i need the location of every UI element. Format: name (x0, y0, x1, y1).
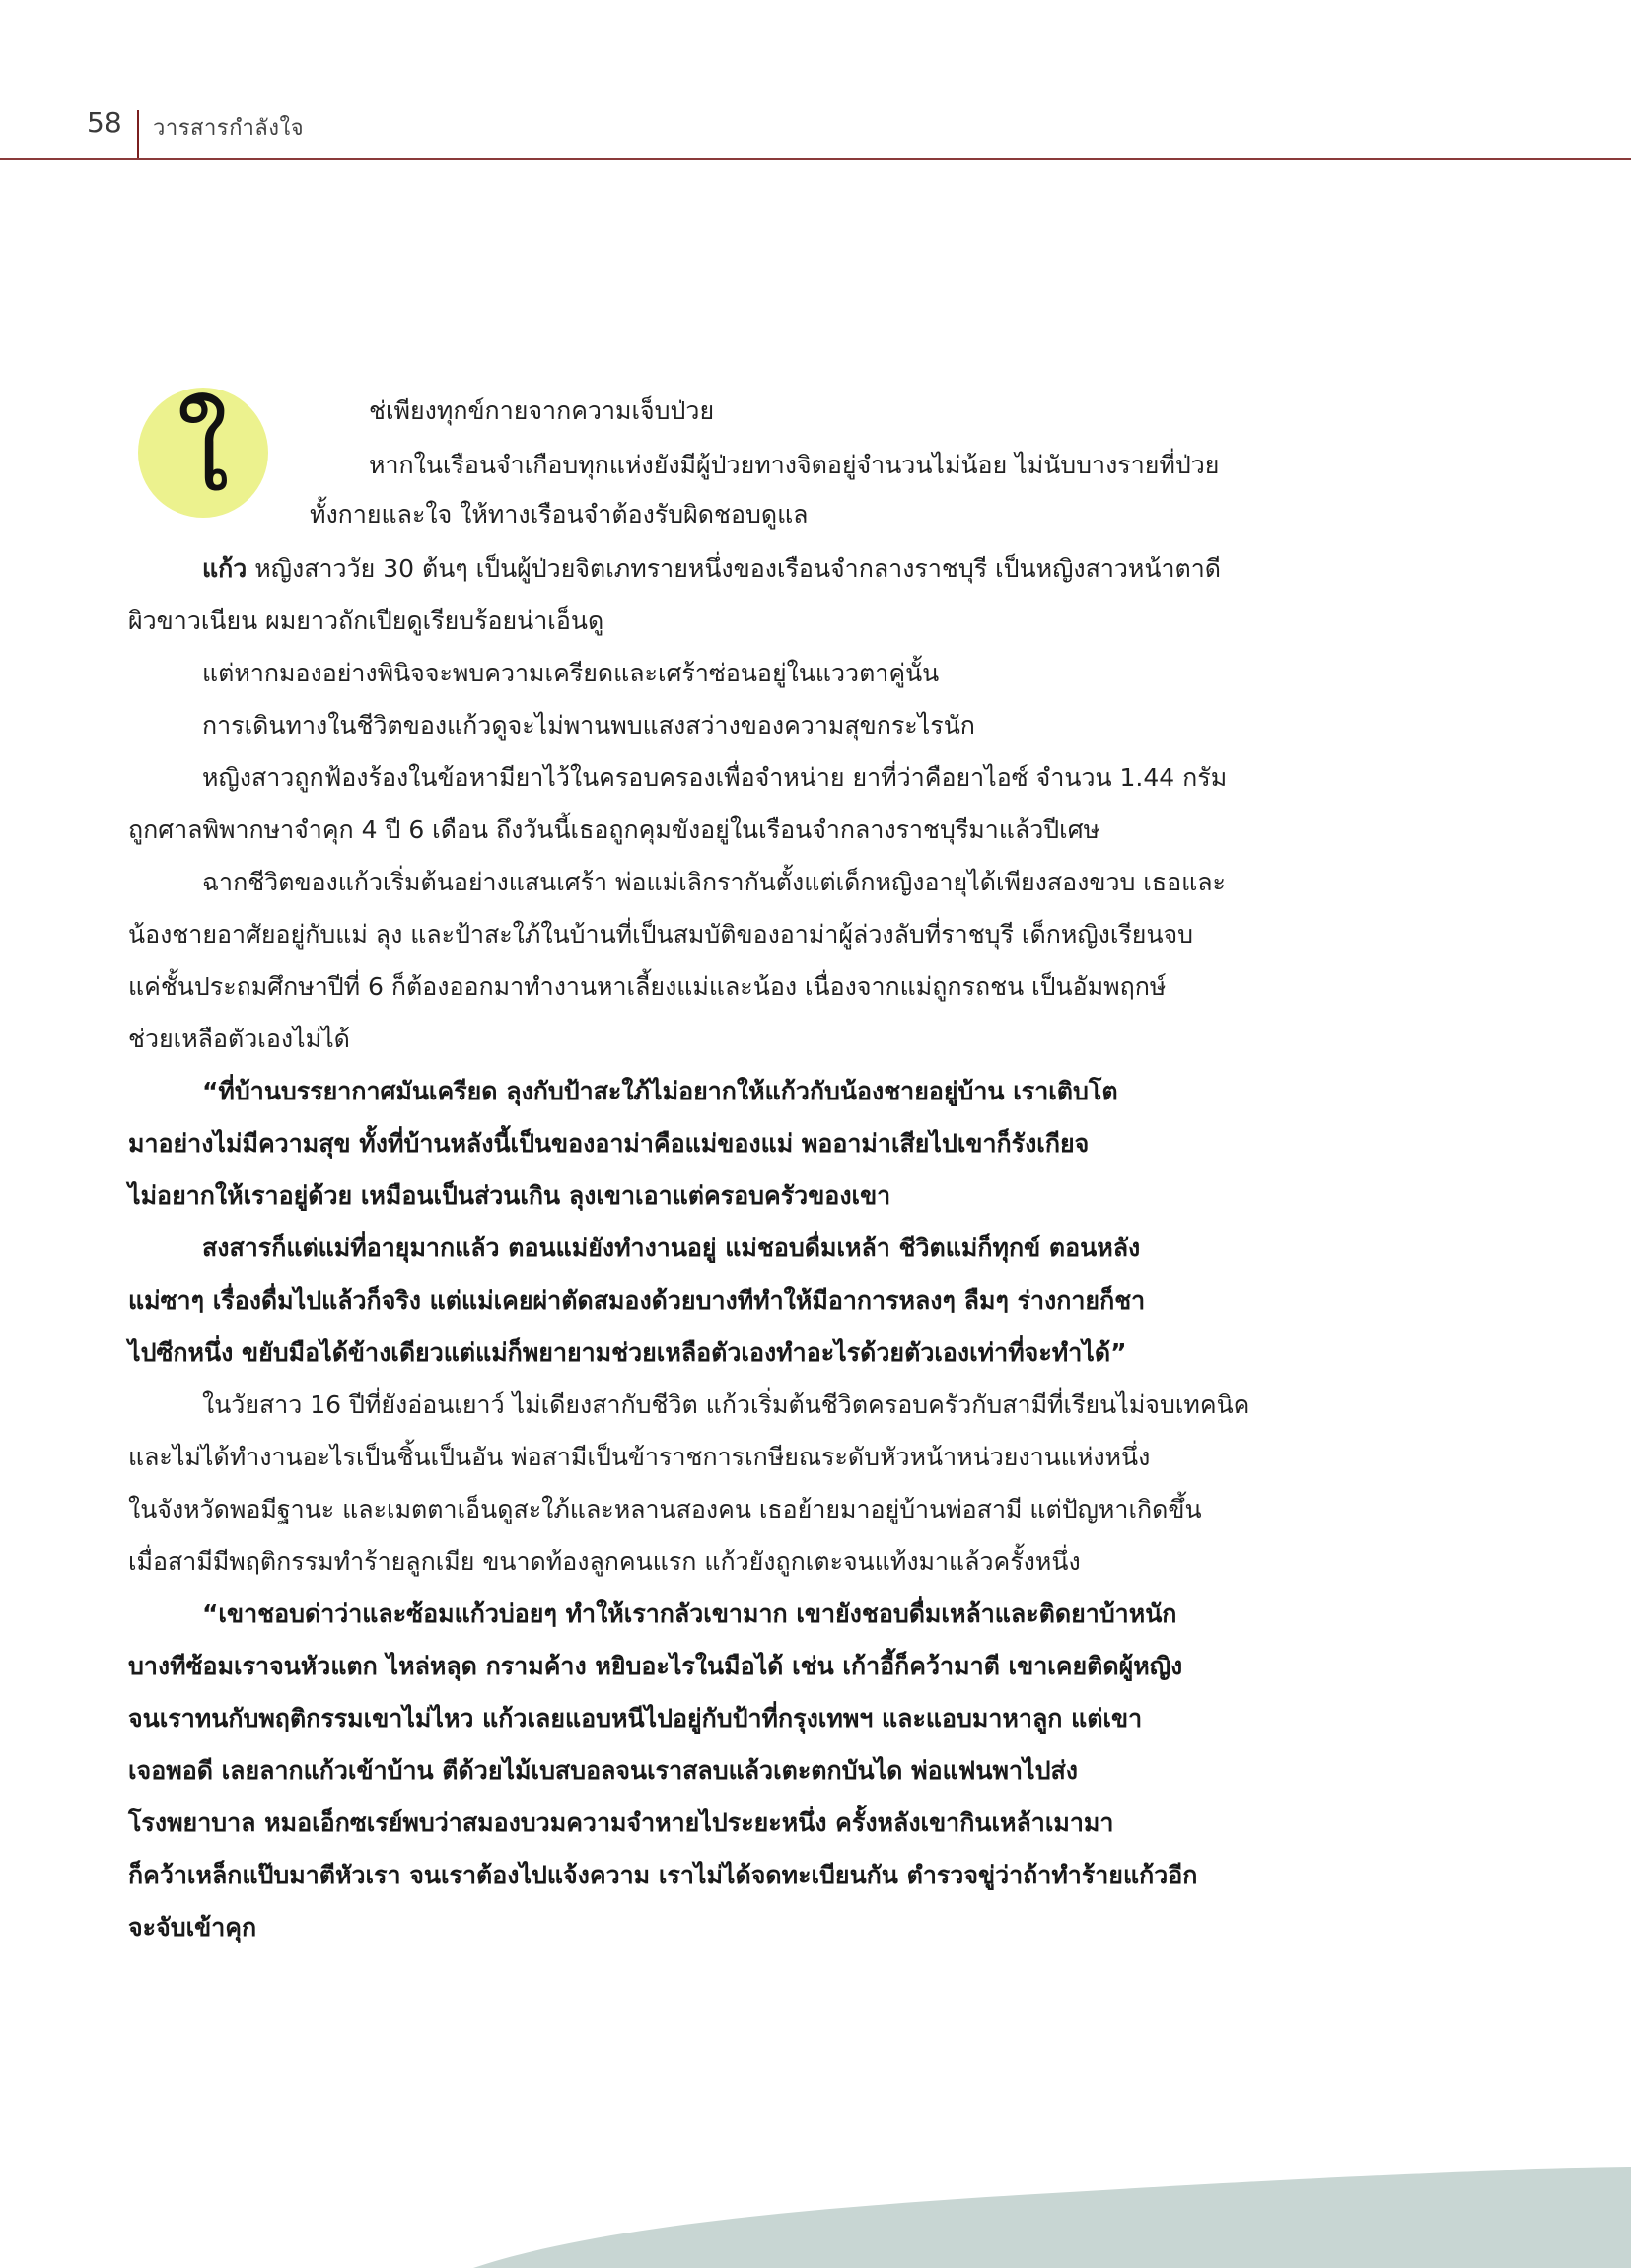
text-line: หากในเรือนจำเกือบทุกแห่งยังมีผู้ป่วยทางจิตอยู่จำนวนไม่น้อย ไม่นับบางรายที่ป่วย (369, 451, 1220, 479)
text-line: น้องชายอาศัยอยู่กับแม่ ลุง และป้าสะใภ้ในบ้านที่เป็นสมบัติของอาม่าผู้ล่วงลับที่ราชบุรี เด็กหญิงเรียนจบ (128, 920, 1194, 949)
text-line: ทั้งกายและใจ ให้ทางเรือนจำต้องรับผิดชอบดูแล (310, 500, 809, 529)
text-line: การเดินทางในชีวิตของแก้วดูจะไม่พานพบแสงสว่างของความสุขกระไรนัก (202, 711, 975, 740)
text-line: แค่ชั้นประถมศึกษาปีที่ 6 ก็ต้องออกมาทำงานหาเลี้ยงแม่และน้อง เนื่องจากแม่ถูกรถชน เป็นอัมพฤกษ์ (128, 972, 1167, 1001)
page-header (0, 0, 1631, 160)
text-span: หญิงสาววัย 30 ต้นๆ เป็นผู้ป่วยจิตเภทรายหนึ่งของเรือนจำกลางราชบุรี เป็นหญิงสาวหน้าตาดี (247, 554, 1222, 583)
quote-line: ก็คว้าเหล็กแป๊บมาตีหัวเรา จนเราต้องไปแจ้งความ เราไม่ได้จดทะเบียนกัน ตำรวจขู่ว่าถ้าทำร้ายแก้วอีก (128, 1861, 1198, 1889)
quote-line: “เขาชอบด่าว่าและซ้อมแก้วบ่อยๆ ทำให้เรากลัวเขามาก เขายังชอบดื่มเหล้าและติดยาบ้าหนัก (202, 1599, 1177, 1628)
text-line (202, 552, 1221, 586)
quote-line: เจอพอดี เลยลากแก้วเข้าบ้าน ตีด้วยไม้เบสบอลจนเราสลบแล้วเตะตกบันได พ่อแฟนพาไปส่ง (128, 1756, 1078, 1785)
header-rule (0, 158, 1631, 160)
text-line: ผิวขาวเนียน ผมยาวถักเปียดูเรียบร้อยน่าเอ็นดู (128, 606, 604, 635)
quote-line: มาอย่างไม่มีความสุข ทั้งที่บ้านหลังนี้เป็นของอาม่าคือแม่ของแม่ พออาม่าเสียไปเขาก็รังเกียจ (128, 1129, 1090, 1158)
footer-wave (0, 2150, 1631, 2268)
text-line: ในวัยสาว 16 ปีที่ยังอ่อนเยาว์ ไม่เดียงสากับชีวิต แก้วเริ่มต้นชีวิตครอบครัวกับสามีที่เรียนไม่จบเทคนิค (202, 1390, 1250, 1419)
quote-line: แม่ซาๆ เรื่องดื่มไปแล้วก็จริง แต่แม่เคยผ่าตัดสมองด้วยบางทีทำให้มีอาการหลงๆ ลืมๆ ร่างกายก็ชา (128, 1286, 1146, 1314)
quote-line: ไม่อยากให้เราอยู่ด้วย เหมือนเป็นส่วนเกิน ลุงเขาเอาแต่ครอบครัวของเขา (128, 1181, 891, 1210)
quote-line: จะจับเข้าคุก (128, 1913, 257, 1942)
quote-line: โรงพยาบาล หมอเอ็กซเรย์พบว่าสมองบวมความจำหายไประยะหนึ่ง ครั้งหลังเขากินเหล้าเมามา (128, 1808, 1114, 1837)
text-line: ถูกศาลพิพากษาจำคุก 4 ปี 6 เดือน ถึงวันนี้เธอถูกคุมขังอยู่ในเรือนจำกลางราชบุรีมาแล้วปีเศษ (128, 815, 1100, 844)
text-line: ฉากชีวิตของแก้วเริ่มต้นอย่างแสนเศร้า พ่อแม่เลิกรากันตั้งแต่เด็กหญิงอายุได้เพียงสองขวบ เธอและ (202, 868, 1226, 896)
text-line: แต่หากมองอย่างพินิจจะพบความเครียดและเศร้าซ่อนอยู่ในแววตาคู่นั้น (202, 659, 940, 687)
quote-line: “ที่บ้านบรรยากาศมันเครียด ลุงกับป้าสะใภ้ไม่อยากให้แก้วกับน้องชายอยู่บ้าน เราเติบโต (202, 1077, 1118, 1105)
dropcap-letter: ใ (177, 390, 230, 516)
quote-line: ไปซีกหนึ่ง ขยับมือได้ข้างเดียวแต่แม่ก็พยายามช่วยเหลือตัวเองทำอะไรด้วยตัวเองเท่าที่จะทำได้” (128, 1338, 1127, 1367)
text-line: ช่วยเหลือตัวเองไม่ได้ (128, 1025, 350, 1053)
text-line: เมื่อสามีมีพฤติกรรมทำร้ายลูกเมีย ขนาดท้องลูกคนแรก แก้วยังถูกเตะจนแท้งมาแล้วครั้งหนึ่ง (128, 1547, 1081, 1576)
header-divider (137, 110, 139, 158)
text-line: และไม่ได้ทำงานอะไรเป็นชิ้นเป็นอัน พ่อสามีเป็นข้าราชการเกษียณระดับหัวหน้าหน่วยงานแห่งหนึ่ง (128, 1443, 1151, 1471)
text-line: ในจังหวัดพอมีฐานะ และเมตตาเอ็นดูสะใภ้และหลานสองคน เธอย้ายมาอยู่บ้านพ่อสามี แต่ปัญหาเกิดขึ้น (128, 1495, 1202, 1524)
quote-line: จนเราทนกับพฤติกรรมเขาไม่ไหว แก้วเลยแอบหนีไปอยู่กับป้าที่กรุงเทพฯ และแอบมาหาลูก แต่เขา (128, 1704, 1143, 1733)
quote-line: สงสารก็แต่แม่ที่อายุมากแล้ว ตอนแม่ยังทำงานอยู่ แม่ชอบดื่มเหล้า ชีวิตแม่ก็ทุกข์ ตอนหลัง (202, 1234, 1141, 1262)
page-number: 58 (87, 106, 122, 139)
quote-line: บางทีซ้อมเราจนหัวแตก ไหล่หลุด กรามค้าง หยิบอะไรในมือได้ เช่น เก้าอี้ก็คว้ามาตี เขาเคยติดผู้หญิง (128, 1652, 1183, 1680)
journal-title: วารสารกำลังใจ (153, 116, 305, 141)
text-line: หญิงสาวถูกฟ้องร้องในข้อหามียาไว้ในครอบครองเพื่อจำหน่าย ยาที่ว่าคือยาไอซ์ จำนวน 1.44 กรัม (202, 763, 1228, 792)
text-line: ช่เพียงทุกข์กายจากความเจ็บป่วย (369, 396, 715, 425)
name-kaew: แก้ว (202, 554, 248, 583)
